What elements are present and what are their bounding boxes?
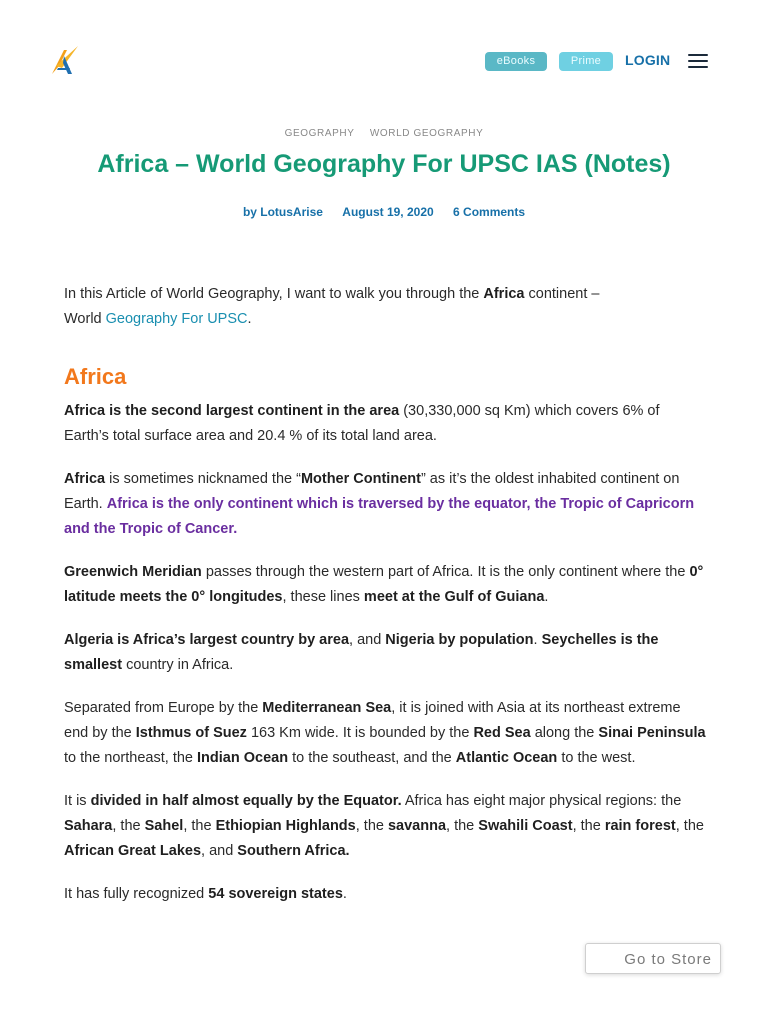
menu-bar (688, 66, 708, 68)
bold-text: Mediterranean Sea (262, 700, 392, 716)
text: (30,330,000 sq Km) which covers 6% of Earth’s total surface area and 20.4 % of its total land area. (64, 403, 660, 444)
text: passes through the western part of Africa. It is the only continent where the (201, 564, 690, 580)
login-link[interactable]: LOGIN (625, 52, 671, 68)
text: World (64, 311, 106, 327)
text: , the (446, 818, 479, 834)
logo-icon[interactable] (50, 44, 80, 76)
page-title: Africa – World Geography For UPSC IAS (Notes) (97, 150, 671, 178)
bold-text: savanna (387, 818, 447, 834)
text: country in Africa. (122, 657, 234, 673)
article-body (64, 282, 708, 925)
date-link[interactable]: August 19, 2020 (342, 205, 434, 219)
bold-text: African Great Lakes (64, 843, 202, 859)
highlight-text: Africa is the only continent which is traversed by the equator, the Tropic of Capricorn and the Tropic of Cancer. (64, 496, 695, 537)
text: , and (201, 843, 238, 859)
paragraph (64, 789, 708, 864)
category-list (0, 128, 768, 139)
text: 163 Km wide. It is bounded by the (246, 725, 474, 741)
text: , it is joined with Asia at its northeast extreme end by the (64, 700, 681, 741)
text: . (247, 311, 252, 327)
site-header (0, 0, 768, 110)
text: . (342, 886, 347, 902)
bold-text: Africa (64, 471, 106, 487)
prime-button[interactable]: Prime (559, 52, 613, 71)
bold-text: Algeria is Africa’s largest country by area (64, 632, 350, 648)
bold-text: Atlantic Ocean (455, 750, 558, 766)
bold-text: Indian Ocean (197, 750, 289, 766)
geography-for-upsc-link[interactable]: Geography For UPSC (105, 311, 248, 327)
bold-text: Greenwich Meridian (64, 564, 202, 580)
bold-text: Swahili Coast (478, 818, 573, 834)
bold-text: Nigeria by population (385, 632, 534, 648)
bold-text: Sahel (144, 818, 184, 834)
author-link[interactable]: by LotusArise (242, 205, 323, 219)
text: , these lines (282, 589, 364, 605)
text: , the (183, 818, 216, 834)
text: along the (530, 725, 599, 741)
text: continent – (524, 286, 600, 302)
text: , the (112, 818, 145, 834)
bold-text: 0° latitude meets the 0° longitudes (64, 564, 704, 605)
text: It is (64, 793, 91, 809)
bold-text: Sahara (64, 818, 113, 834)
bold-text: Isthmus of Suez (135, 725, 247, 741)
bold-text: Ethiopian Highlands (215, 818, 356, 834)
bold-text: Southern Africa. (237, 843, 350, 859)
text: to the southeast, and the (288, 750, 456, 766)
menu-bar (688, 60, 708, 62)
bold-text: Red Sea (473, 725, 531, 741)
ebooks-button[interactable]: eBooks (485, 52, 547, 71)
text: . (533, 632, 542, 648)
intro-paragraph (64, 282, 708, 332)
bold-text: 54 sovereign states (208, 886, 343, 902)
bold-text: Africa is the second largest continent in the area (64, 403, 400, 419)
text: It has fully recognized (64, 886, 209, 902)
bold-text: meet at the Gulf of Guiana (363, 589, 545, 605)
menu-bar (688, 54, 708, 56)
comments-link[interactable]: 6 Comments (453, 205, 526, 219)
text: Africa has eight major physical regions: the (401, 793, 682, 809)
text: , the (355, 818, 388, 834)
bold-text: Mother Continent (300, 471, 421, 487)
hamburger-menu-icon[interactable] (688, 54, 708, 68)
bold-text: Sinai Peninsula (598, 725, 706, 741)
text: , and (349, 632, 386, 648)
text: to the west. (557, 750, 636, 766)
text: , the (572, 818, 605, 834)
text: Separated from Europe by the (64, 700, 263, 716)
post-meta (0, 205, 768, 219)
paragraph (64, 882, 708, 907)
paragraph (64, 696, 708, 771)
text: to the northeast, the (64, 750, 198, 766)
paragraph (64, 467, 708, 542)
text: . (544, 589, 549, 605)
text: In this Article of World Geography, I want to walk you through the (64, 286, 484, 302)
paragraph (64, 399, 708, 449)
paragraph (64, 560, 708, 610)
bold-text: divided in half almost equally by the Equator. (90, 793, 402, 809)
bold-text: Seychelles is the smallest (64, 632, 659, 673)
text: , the (675, 818, 704, 834)
category-link-world-geography[interactable]: WORLD GEOGRAPHY (369, 128, 484, 139)
text: ” as it’s the oldest inhabited continent on Earth. (64, 471, 680, 512)
category-link-geography[interactable]: GEOGRAPHY (284, 128, 355, 139)
text: is sometimes nicknamed the “ (105, 471, 301, 487)
go-to-store-button[interactable]: Go to Store (585, 943, 721, 974)
bold-text: Africa (483, 286, 525, 302)
paragraph (64, 628, 708, 678)
bold-text: rain forest (604, 818, 676, 834)
section-heading: Africa (64, 364, 127, 389)
